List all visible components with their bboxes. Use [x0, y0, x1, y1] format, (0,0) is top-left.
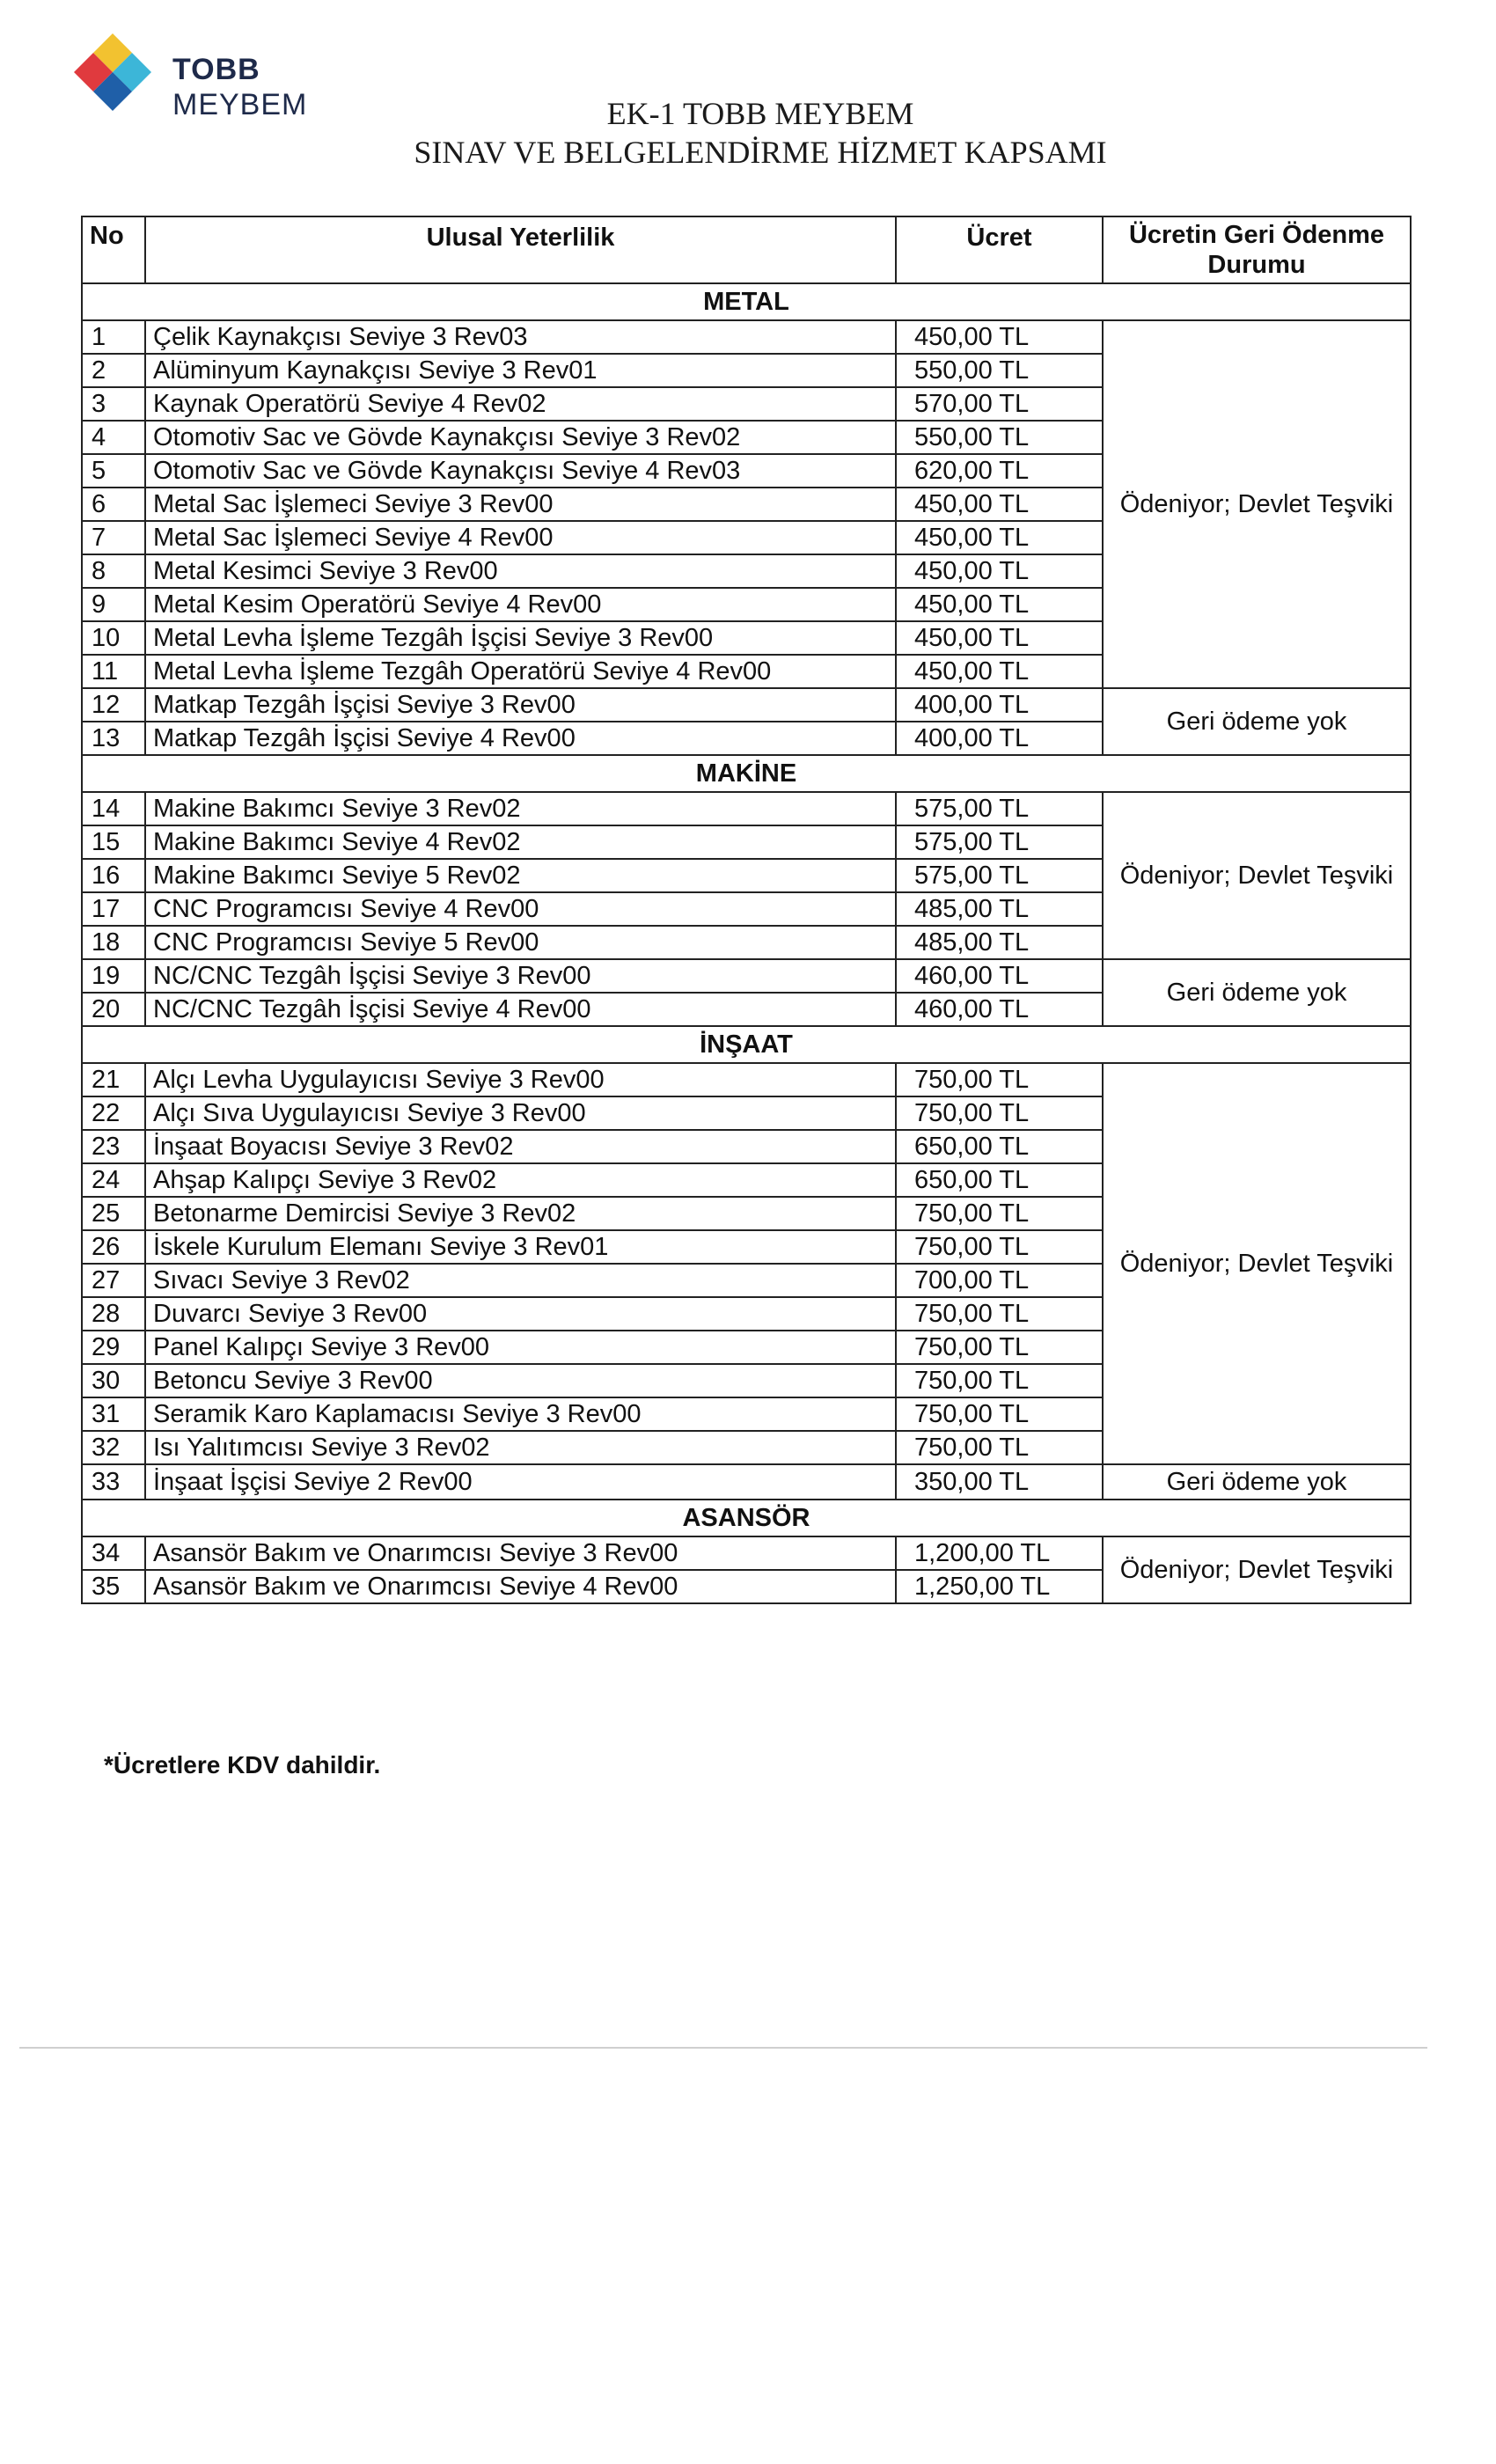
table-row: 5 Otomotiv Sac ve Gövde Kaynakçısı Seviye 4 Rev03 620,00 TL — [82, 454, 1411, 488]
table-row: 26 İskele Kurulum Elemanı Seviye 3 Rev01 750,00 TL — [82, 1230, 1411, 1264]
refund-status-metal: Ödeniyor; Devlet Teşviki — [1103, 320, 1411, 688]
refund-status-nccnc: Geri ödeme yok — [1103, 959, 1411, 1026]
table-row: 25 Betonarme Demircisi Seviye 3 Rev02 750,00 TL — [82, 1197, 1411, 1230]
table-row: 16 Makine Bakımcı Seviye 5 Rev02 575,00 TL — [82, 859, 1411, 892]
refund-status-insaat: Ödeniyor; Devlet Teşviki — [1103, 1063, 1411, 1464]
table-row: 11 Metal Levha İşleme Tezgâh Operatörü Seviye 4 Rev00 450,00 TL — [82, 655, 1411, 688]
table-row: 9 Metal Kesim Operatörü Seviye 4 Rev00 450,00 TL — [82, 588, 1411, 621]
refund-status-insaat-iscisi: Geri ödeme yok — [1103, 1464, 1411, 1500]
table-row: 30 Betoncu Seviye 3 Rev00 750,00 TL — [82, 1364, 1411, 1397]
table-row: 23 İnşaat Boyacısı Seviye 3 Rev02 650,00 TL — [82, 1130, 1411, 1163]
table-row: 12 Matkap Tezgâh İşçisi Seviye 3 Rev00 400,00 TL Geri ödeme yok — [82, 688, 1411, 722]
refund-status-asansor: Ödeniyor; Devlet Teşviki — [1103, 1536, 1411, 1603]
table-row: 13 Matkap Tezgâh İşçisi Seviye 4 Rev00 400,00 TL — [82, 722, 1411, 755]
table-row: 20 NC/CNC Tezgâh İşçisi Seviye 4 Rev00 460,00 TL — [82, 993, 1411, 1026]
table-row: 7 Metal Sac İşlemeci Seviye 4 Rev00 450,00 TL — [82, 521, 1411, 554]
table-row: 4 Otomotiv Sac ve Gövde Kaynakçısı Seviye 3 Rev02 550,00 TL — [82, 421, 1411, 454]
table-row: 18 CNC Programcısı Seviye 5 Rev00 485,00 TL — [82, 926, 1411, 959]
refund-status-matkap: Geri ödeme yok — [1103, 688, 1411, 755]
table-row: 33 İnşaat İşçisi Seviye 2 Rev00 350,00 TL Geri ödeme yok — [82, 1464, 1411, 1500]
table-row: 32 Isı Yalıtımcısı Seviye 3 Rev02 750,00 TL — [82, 1431, 1411, 1464]
table-row: 28 Duvarcı Seviye 3 Rev00 750,00 TL — [82, 1297, 1411, 1331]
qualification-table — [81, 216, 1410, 1604]
header-no: No — [82, 216, 145, 283]
logo-text-meybem: MEYBEM — [172, 88, 308, 121]
header-qualification: Ulusal Yeterlilik — [145, 216, 896, 283]
table-row: 14 Makine Bakımcı Seviye 3 Rev02 575,00 TL Ödeniyor; Devlet Teşviki — [82, 792, 1411, 825]
table-row: 1 Çelik Kaynakçısı Seviye 3 Rev03 450,00 TL Ödeniyor; Devlet Teşviki — [82, 320, 1411, 354]
table-row: 34 Asansör Bakım ve Onarımcısı Seviye 3 Rev00 1,200,00 TL Ödeniyor; Devlet Teşviki — [82, 1536, 1411, 1570]
section-asansor: ASANSÖR — [82, 1500, 1411, 1536]
vat-note: *Ücretlere KDV dahildir. — [104, 1751, 381, 1778]
refund-status-makine: Ödeniyor; Devlet Teşviki — [1103, 792, 1411, 959]
table-row: 3 Kaynak Operatörü Seviye 4 Rev02 570,00 TL — [82, 387, 1411, 421]
table-row: 22 Alçı Sıva Uygulayıcısı Seviye 3 Rev00 750,00 TL — [82, 1096, 1411, 1130]
table-row: 24 Ahşap Kalıpçı Seviye 3 Rev02 650,00 TL — [82, 1163, 1411, 1197]
table-row: 27 Sıvacı Seviye 3 Rev02 700,00 TL — [82, 1264, 1411, 1297]
section-insaat: İNŞAAT — [82, 1026, 1411, 1063]
logo-text-tobb: TOBB — [172, 53, 260, 86]
table-row: 17 CNC Programcısı Seviye 4 Rev00 485,00 TL — [82, 892, 1411, 926]
section-makine: MAKİNE — [82, 755, 1411, 792]
header-fee: Ücret — [896, 216, 1103, 283]
table-header-row — [82, 216, 1411, 283]
table-row: 10 Metal Levha İşleme Tezgâh İşçisi Seviye 3 Rev00 450,00 TL — [82, 621, 1411, 655]
table-row: 2 Alüminyum Kaynakçısı Seviye 3 Rev01 550,00 TL — [82, 354, 1411, 387]
table-row: 35 Asansör Bakım ve Onarımcısı Seviye 4 Rev00 1,250,00 TL — [82, 1570, 1411, 1603]
table-row: 6 Metal Sac İşlemeci Seviye 3 Rev00 450,00 TL — [82, 488, 1411, 521]
table-row: 21 Alçı Levha Uygulayıcısı Seviye 3 Rev00 750,00 TL Ödeniyor; Devlet Teşviki — [82, 1063, 1411, 1096]
table-row: 29 Panel Kalıpçı Seviye 3 Rev00 750,00 TL — [82, 1331, 1411, 1364]
page-bottom-divider — [19, 2047, 1427, 2049]
table-row: 19 NC/CNC Tezgâh İşçisi Seviye 3 Rev00 460,00 TL Geri ödeme yok — [82, 959, 1411, 993]
section-metal: METAL — [82, 283, 1411, 320]
table-row: 31 Seramik Karo Kaplamacısı Seviye 3 Rev00 750,00 TL — [82, 1397, 1411, 1431]
table-row: 8 Metal Kesimci Seviye 3 Rev00 450,00 TL — [82, 554, 1411, 588]
document-title-line1: EK-1 TOBB MEYBEM — [606, 96, 914, 131]
table-row: 15 Makine Bakımcı Seviye 4 Rev02 575,00 TL — [82, 825, 1411, 859]
header-refund-status: Ücretin Geri Ödenme Durumu — [1103, 216, 1411, 283]
document-title-line2: SINAV VE BELGELENDİRME HİZMET KAPSAMI — [414, 135, 1107, 170]
